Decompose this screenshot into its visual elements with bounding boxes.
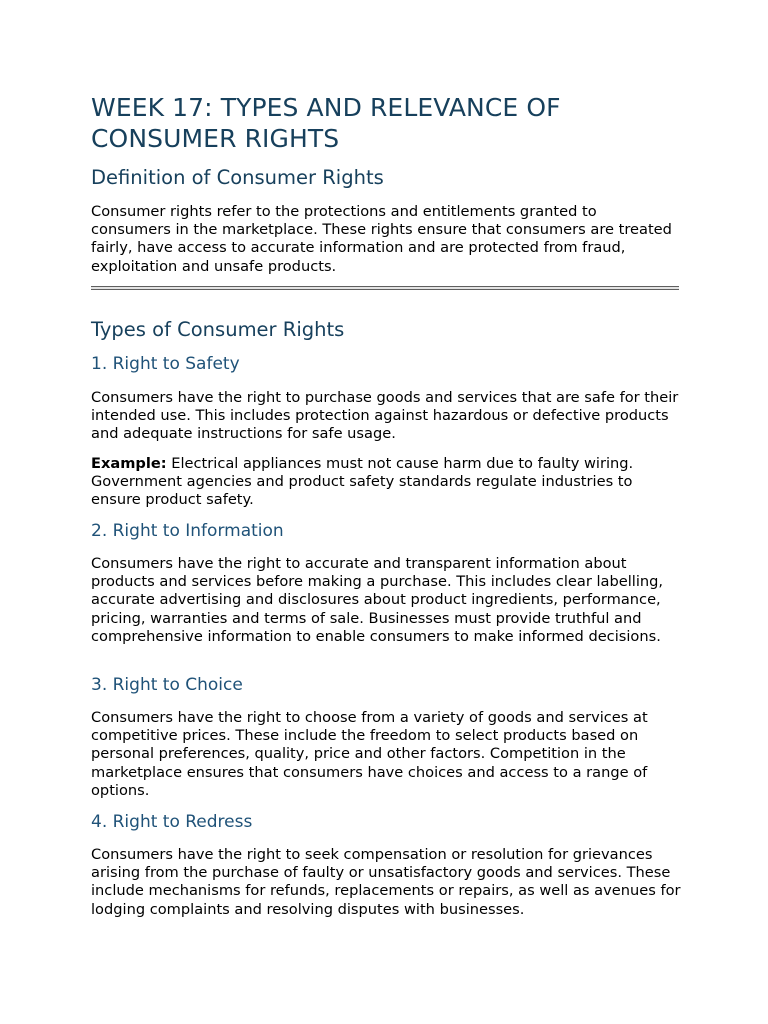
definition-paragraph: Consumer rights refer to the protections and entitlements granted to consumers in the marketplace. These rights ensure that consumers are treated fairly, have access to accurate information and are protected from fraud, exploitation and unsafe products. [91, 203, 672, 275]
right-to-information-paragraph: Consumers have the right to accurate and transparent information about products and services before making a purchase. This includes clear labelling, accurate advertising and disclosures about product ingredients, performance, pricing, warranties and terms of sale. Businesses must provide truthful and comprehensive information to enable consumers to make informed decisions. [91, 555, 664, 645]
right-to-safety-example [91, 455, 681, 510]
right-to-choice-heading: 3. Right to Choice [91, 675, 243, 695]
right-to-choice-paragraph: Consumers have the right to choose from a variety of goods and services at competitive prices. These include the freedom to select products based on personal preferences, quality, price and other factors. Competition in the marketplace ensures that consumers have choices and access to a range of options. [91, 709, 648, 799]
example-text: Electrical appliances must not cause harm due to faulty wiring. Government agencies and product safety standards regulate industries to ensure product safety. [91, 455, 634, 509]
right-to-redress-paragraph: Consumers have the right to seek compensation or resolution for grievances arising from the purchase of faulty or unsatisfactory goods and services. These include mechanisms for refunds, replacements or repairs, as well as avenues for lodging complaints and resolving disputes with businesses. [91, 846, 681, 918]
right-to-redress-heading: 4. Right to Redress [91, 812, 253, 832]
definition-heading: Definition of Consumer Rights [91, 166, 384, 189]
right-to-safety-paragraph: Consumers have the right to purchase goods and services that are safe for their intended use. This includes protection against hazardous or defective products and adequate instructions for safe usage. [91, 389, 679, 443]
right-to-safety-heading: 1. Right to Safety [91, 354, 240, 374]
example-label: Example: [91, 455, 167, 472]
horizontal-divider [91, 286, 679, 290]
document-title: WEEK 17: TYPES AND RELEVANCE OF CONSUMER RIGHTS [91, 93, 561, 153]
right-to-information-heading: 2. Right to Information [91, 521, 284, 541]
types-heading: Types of Consumer Rights [91, 318, 345, 341]
